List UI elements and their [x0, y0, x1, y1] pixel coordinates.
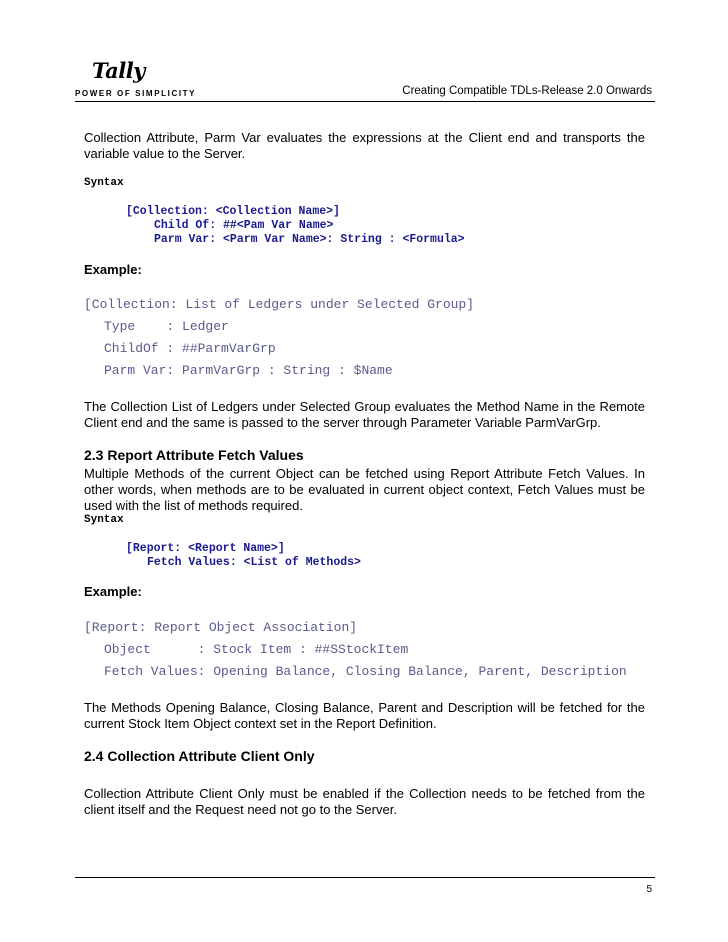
code-line: ChildOf : ##ParmVarGrp [104, 341, 276, 356]
syntax-line: [Collection: <Collection Name>] [126, 205, 340, 218]
section-2-3-paragraph: Multiple Methods of the current Object can be fetched using Report Attribute Fetch Values. In other words, when methods are to be evaluated in current object context, Fetch Values must be used with the list of methods required. [84, 466, 645, 513]
section-heading-2-4: 2.4 Collection Attribute Client Only [84, 748, 315, 764]
header-title: Creating Compatible TDLs-Release 2.0 Onwards [402, 85, 652, 97]
header-divider [75, 101, 655, 102]
syntax-line: Fetch Values: <List of Methods> [147, 556, 361, 569]
example-label: Example: [84, 262, 142, 277]
example-label: Example: [84, 584, 142, 599]
page-number: 5 [646, 884, 652, 895]
syntax-label: Syntax [84, 514, 124, 526]
code-line: [Report: Report Object Association] [84, 620, 358, 635]
syntax-line: [Report: <Report Name>] [126, 542, 285, 555]
syntax-label: Syntax [84, 177, 124, 189]
code-line: Object : Stock Item : ##SStockItem [104, 642, 409, 657]
code-line: [Collection: List of Ledgers under Selected Group] [84, 297, 475, 312]
code-line: Fetch Values: Opening Balance, Closing Balance, Parent, Description [104, 664, 627, 679]
logo-tagline: POWER OF SIMPLICITY [75, 89, 197, 98]
code-line: Type : Ledger [104, 319, 229, 334]
syntax-line: Parm Var: <Parm Var Name>: String : <Formula> [154, 233, 465, 246]
syntax-line: Child Of: ##<Pam Var Name> [154, 219, 334, 232]
tally-logo: Tally [92, 58, 145, 83]
collection-explanation: The Collection List of Ledgers under Selected Group evaluates the Method Name in the Remote Client end and the same is passed to the server through Parameter Variable ParmVarGrp. [84, 399, 645, 430]
section-2-4-paragraph: Collection Attribute Client Only must be enabled if the Collection needs to be fetched from the client itself and the Request need not go to the Server. [84, 786, 645, 817]
code-line: Parm Var: ParmVarGrp : String : $Name [104, 363, 393, 378]
methods-explanation: The Methods Opening Balance, Closing Balance, Parent and Description will be fetched for the current Stock Item Object context set in the Report Definition. [84, 700, 645, 731]
section-heading-2-3: 2.3 Report Attribute Fetch Values [84, 447, 304, 463]
footer-divider [75, 877, 655, 878]
intro-paragraph: Collection Attribute, Parm Var evaluates the expressions at the Client end and transports the variable value to the Server. [84, 130, 645, 161]
